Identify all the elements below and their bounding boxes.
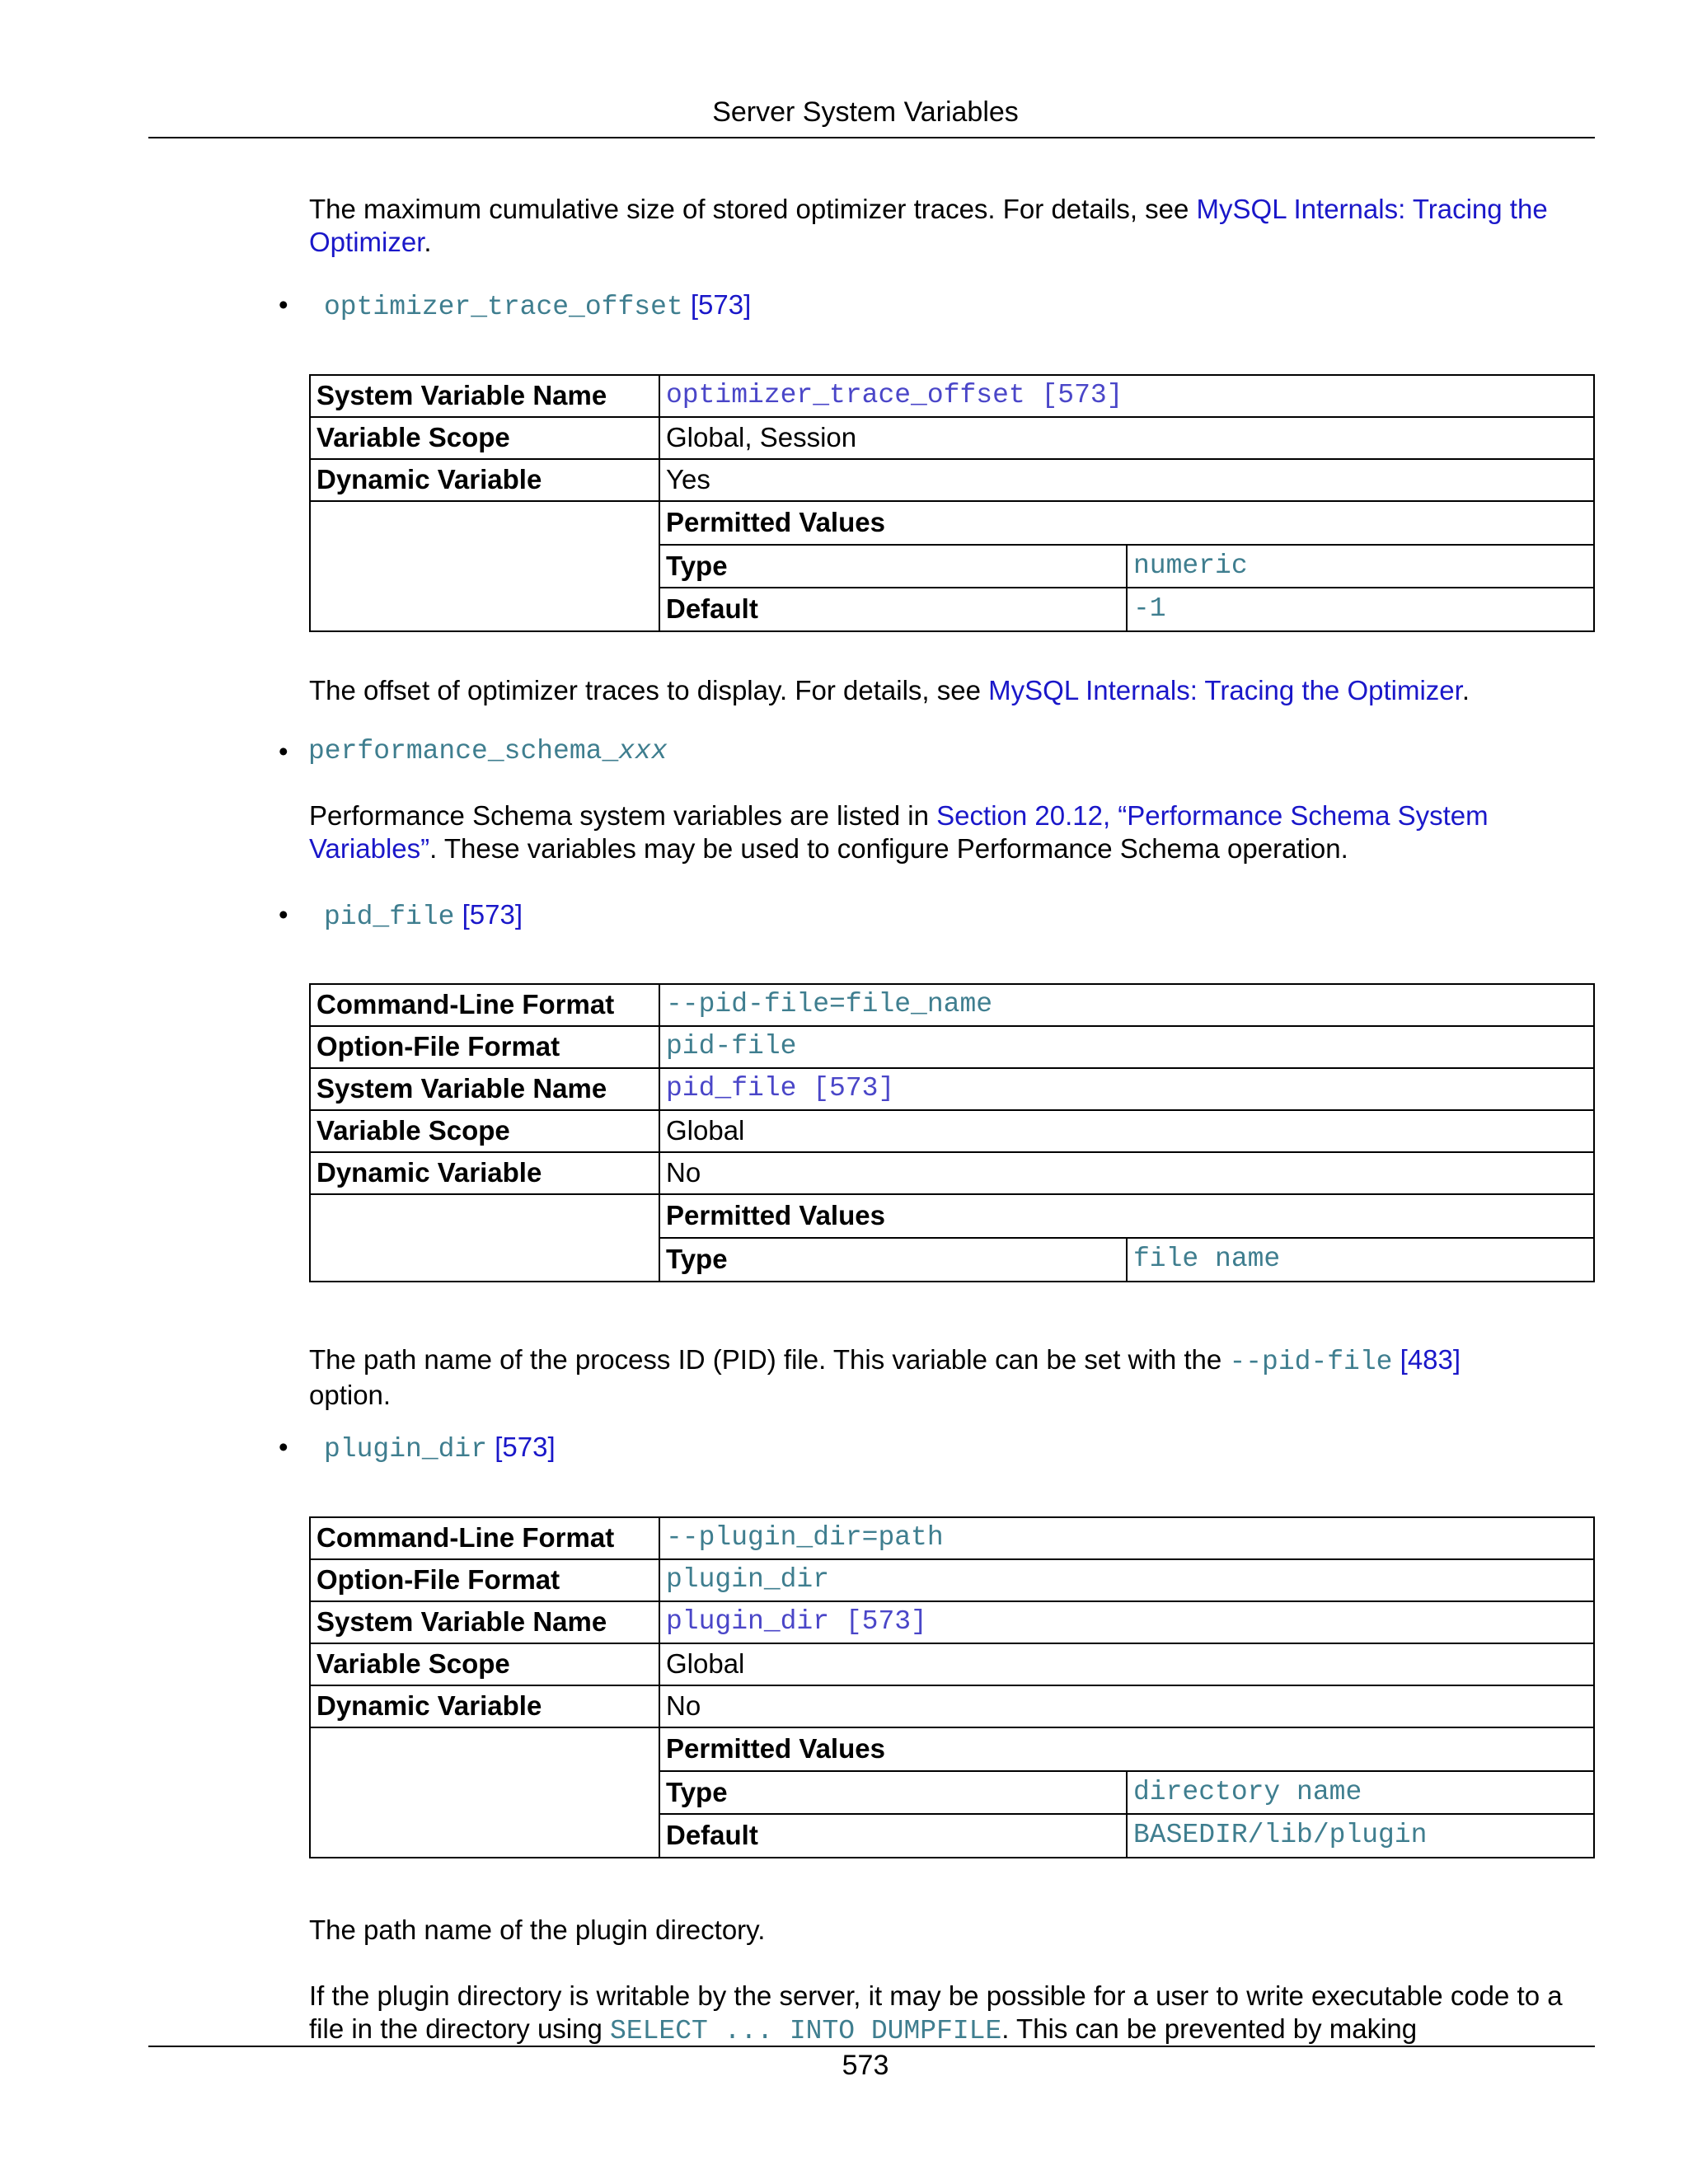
permitted-values-table [660,1728,1593,1857]
row-value: Global, Session [659,417,1594,459]
row-key: Variable Scope [310,1643,659,1685]
empty-cell [310,1727,659,1858]
permitted-values-cell [659,501,1594,631]
bullet-dot: • [279,1432,288,1462]
table-row [310,1068,1594,1110]
table-row [310,417,1594,459]
desc-tail: . This can be prevented by making [1001,2013,1418,2045]
row-value: --pid-file=file_name [659,984,1594,1026]
row-value-link[interactable]: pid_file [573] [659,1068,1594,1110]
desc-text: If the plugin directory is writable by the server, it may be possible for a user to write executable code to a file in the directory using [309,1980,1563,2045]
row-key: Dynamic Variable [310,1152,659,1194]
variable-name-prefix: performance_schema_ [308,736,619,766]
permitted-values-heading: Permitted Values [666,1733,885,1765]
desc-text: The path name of the process ID (PID) file. This variable can be set with the [309,1344,1230,1375]
bullet-dot: • [279,899,288,930]
variable-name-link[interactable]: pid_file [324,902,455,932]
type-label: Type [660,545,1127,588]
option-code-link[interactable]: --pid-file [1229,1347,1393,1377]
performance-schema-description [309,799,1595,866]
intro-text: The maximum cumulative size of stored optimizer traces. For details, see [309,194,1197,224]
type-label: Type [660,1771,1127,1814]
table-row [310,1685,1594,1727]
table-row [310,1643,1594,1685]
row-key: System Variable Name [310,1068,659,1110]
plugin-dir-security-note [309,1980,1595,2049]
table-row [310,1026,1594,1068]
row-key: Dynamic Variable [310,1685,659,1727]
row-key: Option-File Format [310,1559,659,1601]
variable-name-placeholder: xxx [618,736,668,766]
permitted-values-cell [659,1194,1594,1282]
permitted-values-table [660,1195,1593,1281]
page-ref-link[interactable]: [483] [1400,1344,1461,1375]
row-value: Yes [659,459,1594,501]
desc-text: The offset of optimizer traces to display. For details, see [309,675,989,705]
permitted-values-heading: Permitted Values [666,1200,885,1231]
type-label: Type [660,1238,1127,1281]
section-link[interactable]: Section 20.12, “Performance Schema System Variables” [309,800,1489,865]
permitted-values-cell [659,1727,1594,1858]
bullet-dot: • [279,736,288,766]
intro-tail: . [424,227,432,258]
plugin-dir-description: The path name of the plugin directory. [309,1915,766,1945]
desc-tail: option. [309,1380,392,1411]
desc-tail: . These variables may be used to configure Performance Schema operation. [429,833,1348,865]
permitted-values-row [310,1727,1594,1858]
type-value: file name [1127,1238,1593,1281]
default-label: Default [660,1814,1127,1857]
empty-cell [310,501,659,631]
default-value: -1 [1127,588,1593,630]
table-row [310,1110,1594,1152]
table-row [310,1152,1594,1194]
pid-file-description [309,1343,1595,1413]
row-key: Variable Scope [310,417,659,459]
intro-link[interactable]: MySQL Internals: Tracing the Optimizer [309,194,1548,258]
row-value-link[interactable]: plugin_dir [573] [659,1601,1594,1643]
table-row [310,984,1594,1026]
table-row [310,1601,1594,1643]
page-number: 573 [842,2050,889,2081]
row-value: plugin_dir [659,1559,1594,1601]
desc-tail: . [1461,675,1470,705]
row-key: Variable Scope [310,1110,659,1152]
row-value: No [659,1685,1594,1727]
bullet-dot: • [279,289,288,320]
table-row [310,375,1594,417]
desc-link[interactable]: MySQL Internals: Tracing the Optimizer [988,675,1462,705]
type-value: directory name [1127,1771,1593,1814]
type-value: numeric [1127,545,1593,588]
default-label: Default [660,588,1127,630]
page-ref-link[interactable]: [573] [495,1432,556,1462]
row-key: Command-Line Format [310,984,659,1026]
row-key: Command-Line Format [310,1517,659,1559]
running-header: Server System Variables [712,96,1019,128]
plugin-dir-table [309,1516,1595,1858]
permitted-values-table [660,502,1593,630]
footer-rule [148,2046,1595,2047]
row-value: pid-file [659,1026,1594,1068]
table-row [310,1517,1594,1559]
table-row [310,1559,1594,1601]
default-value: BASEDIR/lib/plugin [1127,1814,1593,1857]
row-value: Global [659,1110,1594,1152]
desc-text: Performance Schema system variables are listed in [309,800,937,831]
pid-file-table [309,983,1595,1282]
row-value: --plugin_dir=path [659,1517,1594,1559]
table-row [310,459,1594,501]
row-key: Dynamic Variable [310,459,659,501]
sql-code: SELECT ... INTO DUMPFILE [610,2016,1002,2047]
row-key: System Variable Name [310,1601,659,1643]
page-ref-link[interactable]: [573] [462,899,523,930]
permitted-values-heading: Permitted Values [666,507,885,538]
permitted-values-row [310,501,1594,631]
row-key: System Variable Name [310,375,659,417]
variable-name-link[interactable]: plugin_dir [324,1434,488,1465]
variable-name-link[interactable]: optimizer_trace_offset [324,292,683,322]
row-value: Global [659,1643,1594,1685]
page-ref-link[interactable]: [573] [690,289,752,320]
header-rule [148,137,1595,138]
optimizer-trace-offset-description [309,674,1595,707]
row-key: Option-File Format [310,1026,659,1068]
optimizer-trace-offset-table [309,374,1595,632]
permitted-values-row [310,1194,1594,1282]
intro-paragraph [309,193,1595,260]
empty-cell [310,1194,659,1282]
row-value-link[interactable]: optimizer_trace_offset [573] [659,375,1594,417]
row-value: No [659,1152,1594,1194]
